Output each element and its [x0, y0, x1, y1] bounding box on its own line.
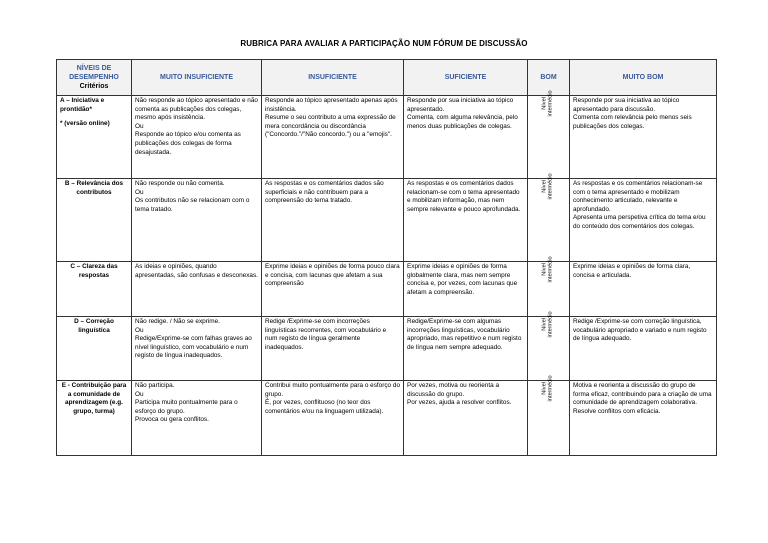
descriptor-line: Por vezes, ajuda a resolver conflitos. — [407, 399, 512, 407]
descriptor-line: Provoca ou gera conflitos. — [135, 416, 209, 424]
cell-suficiente — [404, 96, 528, 179]
descriptor-line: Redige/Exprime-se com algumas incorreções linguísticas, vocabulário apropriado, mas repetitivo e num registo de língua nem sempre adequado. — [407, 318, 522, 351]
descriptor-line: Os contributos não se relacionam com o tema tratado. — [135, 197, 250, 213]
descriptor-line: Por vezes, motiva ou reorienta a discussão do grupo. — [407, 382, 499, 398]
descriptor-line: Apresenta uma perspetiva crítica do tema e/ou do conteúdo dos comentários dos colegas. — [573, 214, 706, 230]
bom-level-label — [542, 173, 555, 199]
header-bom: BOM — [528, 60, 570, 96]
header-muito-bom: MUITO BOM — [570, 60, 717, 96]
descriptor-line: As ideias e opiniões, quando apresentadas, são confusas e desconexas. — [135, 263, 258, 279]
cell-insuficiente — [262, 381, 404, 456]
cell-suficiente — [404, 317, 528, 381]
descriptor-line: Resolve conflitos com eficácia. — [573, 407, 661, 415]
descriptor-line: Responde ao tópico apresentado apenas após insistência. — [265, 97, 398, 113]
criterion-text: D – Correção linguística — [74, 318, 114, 334]
descriptor-line: Exprime ideias e opiniões de forma globalmente clara, mas nem sempre concisa e, por vezes, com lacunas que afetam a compreensão. — [407, 263, 518, 296]
cell-suficiente — [404, 179, 528, 262]
cell-insuficiente — [262, 317, 404, 381]
header-suficiente: SUFICIENTE — [404, 60, 528, 96]
header-insuficiente: INSUFICIENTE — [262, 60, 404, 96]
descriptor-line: Não participa. — [135, 382, 175, 389]
header-levels-label: NÍVEIS DE DESEMPENHO — [69, 65, 119, 81]
descriptor-line: Contribui muito pontualmente para o esforço do grupo. — [265, 382, 400, 398]
descriptor-line: Exprime ideias e opiniões de forma clara, concisa e articulada. — [573, 263, 691, 279]
descriptor-line: Ou — [135, 326, 144, 334]
cell-muito-insuficiente — [132, 262, 262, 317]
criterion-row-a — [57, 96, 717, 179]
cell-muito-bom — [570, 179, 717, 262]
bom-level-label — [542, 311, 555, 337]
descriptor-line: Não redige. / Não se exprime. — [135, 318, 220, 325]
descriptor-line: Redige /Exprime-se com correção linguística, vocabulário apropriado e variado e num registo de língua adequado. — [573, 318, 707, 343]
bom-level-text: Nível — [542, 97, 549, 110]
descriptor-line: Ou — [135, 188, 144, 196]
cell-suficiente — [404, 381, 528, 456]
cell-muito-bom — [570, 262, 717, 317]
cell-bom — [528, 90, 570, 179]
bom-level-text: Nível — [542, 180, 549, 193]
criterion-row-d — [57, 317, 717, 381]
descriptor-line: Redige /Exprime-se com incorreções linguísticas recorrentes, com vocabulário e num registo de língua geralmente inadequados. — [265, 318, 387, 351]
bom-level-text: intermédio — [548, 173, 555, 200]
header-muito-insuficiente: MUITO INSUFICIENTE — [132, 60, 262, 96]
descriptor-line: Responde por sua iniciativa ao tópico apresentado. — [407, 97, 514, 113]
bom-level-text: intermédio — [548, 256, 555, 283]
descriptor-line: Motiva e reorienta a discussão do grupo de forma eficaz, contribuindo para a criação de uma comunidade de aprendizagem colaborativa. — [573, 382, 712, 407]
descriptor-line: Exprime ideias e opiniões de forma pouco clara e concisa, com lacunas que afetam a sua compreensão — [265, 263, 400, 288]
rubric-table — [56, 59, 717, 456]
criterion-label-d — [57, 317, 132, 381]
cell-bom — [528, 375, 570, 456]
criterion-row-b — [57, 179, 717, 262]
criterion-row-c — [57, 262, 717, 317]
cell-muito-insuficiente — [132, 317, 262, 381]
bom-level-label — [542, 90, 555, 116]
descriptor-line: Resume o seu contributo a uma expressão de mera concordância ou discordância ("Concordo."/"Não concordo.") ou a "emojis". — [265, 114, 396, 139]
header-levels-criteria — [57, 60, 132, 96]
bom-level-text: Nível — [542, 263, 549, 276]
cell-muito-insuficiente — [132, 381, 262, 456]
cell-insuficiente — [262, 96, 404, 179]
bom-level-text: intermédio — [548, 375, 555, 402]
descriptor-line: Redige/Exprime-se com falhas graves ao nível linguístico, com vocabulário e num registo de língua inadequados. — [135, 335, 252, 360]
descriptor-line: As respostas e os comentários relacionam-se com o tema apresentado e mobilizam conhecimento articulado, relevante e aprofundado. — [573, 180, 703, 213]
descriptor-line: Ou — [135, 122, 144, 130]
cell-bom — [528, 173, 570, 262]
cell-muito-bom — [570, 381, 717, 456]
descriptor-line: Responde ao tópico e/ou comenta as publicações dos colegas de forma desajustada. — [135, 131, 241, 156]
criterion-label-b — [57, 179, 132, 262]
bom-level-text: Nível — [542, 382, 549, 395]
descriptor-line: As respostas e os comentários dados relacionam-se com o tema apresentado e mobilizam informação, mas nem sempre relevante e pouco aprofundada. — [407, 180, 521, 213]
criterion-label-a — [57, 96, 132, 179]
descriptor-line: Ou — [135, 390, 144, 398]
cell-muito-insuficiente — [132, 96, 262, 179]
bom-level-text: intermédio — [548, 311, 555, 338]
descriptor-line: É, por vezes, conflituoso (no teor dos comentários e/ou na linguagem utilizada). — [265, 399, 384, 415]
header-row — [57, 60, 717, 96]
header-criteria-label: Critérios — [79, 83, 109, 90]
criterion-text: E - Contribuição para a comunidade de aprendizagem (e.g. grupo, turma) — [61, 382, 127, 415]
descriptor-line: Não responde ou não comenta. — [135, 180, 225, 187]
document-title: RUBRICA PARA AVALIAR A PARTICIPAÇÃO NUM FÓRUM DE DISCUSSÃO — [240, 39, 528, 48]
cell-muito-bom — [570, 96, 717, 179]
bom-level-label — [542, 375, 555, 401]
bom-level-text: Nível — [542, 318, 549, 331]
criterion-label-e — [57, 381, 132, 456]
cell-insuficiente — [262, 262, 404, 317]
bom-level-text: intermédio — [548, 90, 555, 117]
descriptor-line: As respostas e os comentários dados são superficiais e não contribuem para a compreensão do tema tratado. — [265, 180, 384, 205]
cell-suficiente — [404, 262, 528, 317]
cell-muito-insuficiente — [132, 179, 262, 262]
cell-bom — [528, 311, 570, 381]
descriptor-line: Responde por sua iniciativa ao tópico apresentado para discussão. — [573, 97, 680, 113]
descriptor-line: Comenta, com alguma relevância, pelo menos duas publicações de colegas. — [407, 114, 518, 130]
descriptor-line: Participa muito pontualmente para o esforço do grupo. — [135, 399, 238, 415]
criterion-note: * (versão online) — [60, 120, 110, 128]
criterion-text: B – Relevância dos contributos — [64, 180, 124, 196]
criterion-row-e — [57, 381, 717, 456]
criterion-label-c — [57, 262, 132, 317]
bom-level-label — [542, 256, 555, 282]
cell-muito-bom — [570, 317, 717, 381]
descriptor-line: Não responde ao tópico apresentado e não comenta as publicações dos colegas, mesmo após insistência. — [135, 97, 258, 122]
descriptor-line: Comenta com relevância pelo menos seis publicações dos colegas. — [573, 114, 692, 130]
criterion-text: C – Clareza das respostas — [70, 263, 118, 279]
cell-insuficiente — [262, 179, 404, 262]
cell-bom — [528, 256, 570, 317]
criterion-text: A – Iniciativa e prontidão* — [60, 97, 105, 113]
